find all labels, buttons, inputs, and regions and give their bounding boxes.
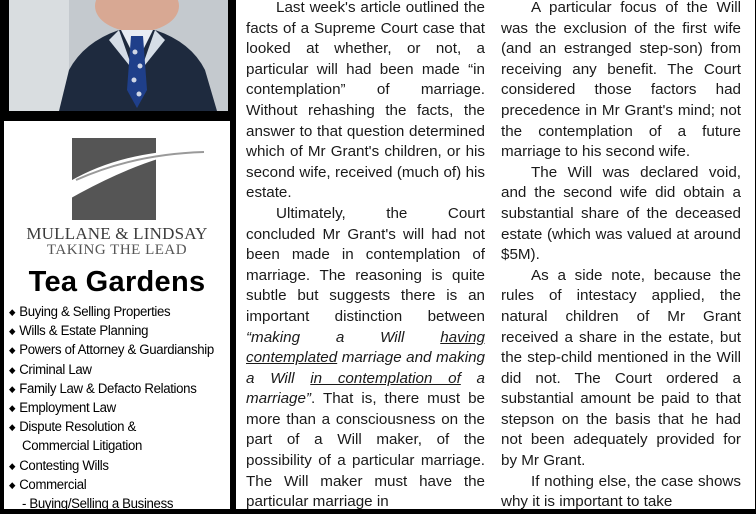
firm-tagline: TAKING THE LEAD [46, 242, 188, 258]
list-item: ◆ Criminal Law [9, 361, 92, 378]
portrait-photo-icon [9, 0, 228, 111]
list-item: ◆ Wills & Estate Planning [9, 323, 149, 340]
paragraph: A particular focus of the Will was the exclusion of the first wife (and an estranged step-son) from receiving any benefit. The Court considered those factors had precedence in Mr Grant's mind; not the contemplation of a future marriage to his second wife. [501, 0, 741, 161]
article-column-1 [246, 0, 485, 509]
list-item: ◆ Contesting Wills [9, 457, 109, 474]
services-list [9, 303, 229, 514]
paragraph: As a side note, because the rules of intestacy applied, the natural children of Mr Grant received a share in the estate, but the step-child mentioned in the Will did not. The Court ordered a substantial amount be paid to that stepson on the basis that he had not been adequately provided for by Mr Grant. [501, 266, 741, 470]
office-location: Tea Gardens [28, 266, 206, 298]
law-firm-advertisement [4, 121, 230, 512]
paragraph: The Will was declared void, and the second wife did obtain a substantial share of the deceased estate (which was valued at around $5M). [501, 163, 741, 264]
left-sidebar [0, 0, 236, 512]
article-body [236, 0, 756, 509]
firm-name: MULLANE & LINDSAY [26, 224, 208, 243]
paragraph: Last week's article outlined the facts of a Supreme Court case that looked at whether, or not, a particular will had been made “in contemplation” of marriage. Without rehashing the facts, the answer to that question determined which of Mr Grant's children, or his second wife, received (much of) his estate. [246, 0, 485, 202]
list-item: ◆ Family Law & Defacto Relations [9, 380, 197, 397]
list-item: ◆ Commercial [9, 476, 87, 493]
list-item: ◆ Powers of Attorney & Guardianship [9, 342, 214, 359]
paragraph: Ultimately, the Court concluded Mr Grant's will had not been made in contemplation of marriage. The reasoning is quite subtle but suggests there is an important distinction between “making a Will having contemplated marriage and making a Will in contemplation of a marriage”. That is, there must be more than a consciousness on the part of a Will maker, of the possibility of a particular marriage. The Will maker must have the particular marriage in [246, 204, 485, 509]
list-item: ◆ Buying & Selling Properties [9, 304, 171, 320]
firm-logo [72, 138, 156, 220]
author-photo [9, 0, 228, 111]
paragraph: If nothing else, the case shows why it is important to take [501, 472, 741, 509]
list-item: Commercial Litigation [22, 438, 143, 455]
list-item: ◆ Employment Law [9, 399, 116, 416]
logo-swoosh-icon [14, 132, 214, 232]
list-item: ◆ Dispute Resolution & [9, 419, 136, 436]
article-column-2 [501, 0, 741, 509]
list-item: - Buying/Selling a Business [22, 495, 174, 512]
